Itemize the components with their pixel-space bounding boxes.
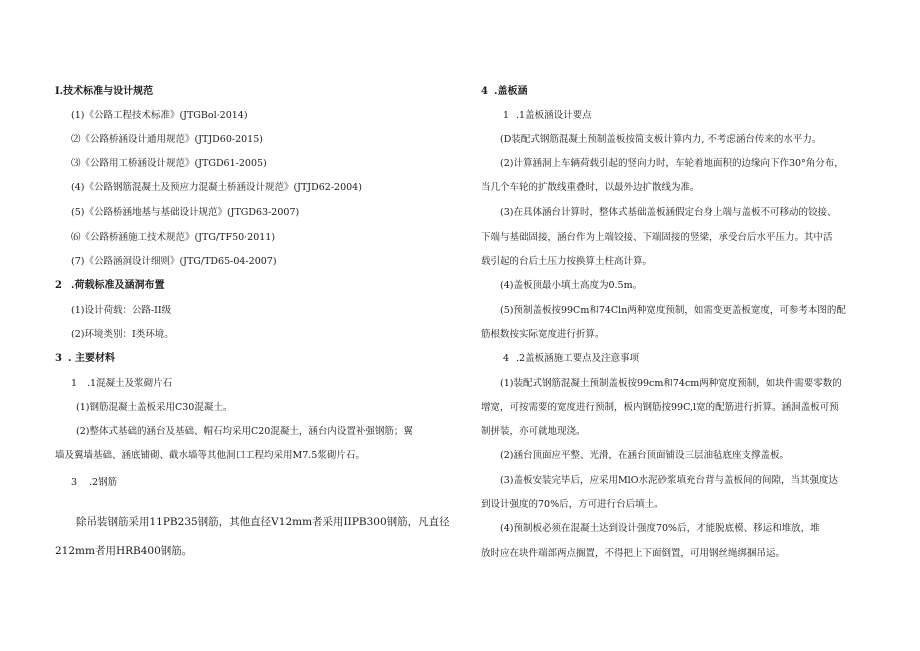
s31-title: .1混凝土及浆砌片石 xyxy=(87,378,173,389)
s42-paragraph-4b: 放时应在块件端部两点搁置，不得把上下面倒置，可用钢丝绳绑捆吊运。 xyxy=(481,548,786,559)
s31-paragraph-1: (1)钢筋混凝土盖板采用C30混凝土。 xyxy=(76,402,233,413)
s41-title: .1盖板涵设计要点 xyxy=(516,110,592,121)
s41-paragraph-3b: 下端与基础固接，涵台作为上端铰接、下端固接的竖梁，承受台后水平压力。其中活 xyxy=(481,232,833,243)
s31-paragraph-2a: (2)整体式基础的涵台及基础、帽石均采用C20混凝土，涵台内设置补强钢筋；翼 xyxy=(76,426,413,437)
s41-paragraph-3c: 载引起的台后土压力按换算土柱高计算。 xyxy=(481,256,653,267)
s2-item-1: (1)设计荷载：公路-II级 xyxy=(71,305,172,316)
s42-paragraph-1a: (1)装配式钢筋混凝土预制盖板按99cm和74cm两种宽度预制，如块件需要零数的 xyxy=(500,378,842,389)
s41-paragraph-5b: 筋根数按实际宽度进行折算。 xyxy=(481,329,605,340)
s2-item-2: (2)环境类别：I类环境。 xyxy=(71,329,174,340)
s42-number: 4 xyxy=(503,353,510,364)
s42-paragraph-4a: (4)预制板必须在混凝土达到设计强度70%后，才能脱底模、移运和堆放，堆 xyxy=(500,523,820,534)
s1-item-2: ⑵《公路桥涵设计通用规范》(JTJD60-2015) xyxy=(71,134,263,145)
s41-number: 1 xyxy=(503,110,510,121)
s1-item-5: (5)《公路桥涵地基与基础设计规范》(JTGD63-2007) xyxy=(71,207,300,218)
section-2-heading: .荷载标准及涵洞布置 xyxy=(71,280,165,291)
section-4-number: 4 xyxy=(481,86,488,97)
section-2-number: 2 xyxy=(55,280,62,291)
s1-item-1: (1)《公路工程技术标准》(JTGBol·2014) xyxy=(71,110,248,121)
section-3-number: 3 xyxy=(55,353,62,364)
s1-item-4: (4)《公路钢筋混凝土及预应力混凝土桥涵设计规范》(JTJD62-2004) xyxy=(71,182,362,193)
s32-number: 3 xyxy=(71,477,78,488)
s42-title: .2盖板涵施工要点及注意事项 xyxy=(516,353,640,364)
s32-title: .2钢筋 xyxy=(89,477,118,488)
s31-number: 1 xyxy=(71,378,78,389)
s42-paragraph-3a: (3)盖板安装完毕后，应采用MlO水泥砂浆填充台背与盖板间的间隙，当其强度达 xyxy=(500,475,839,486)
s1-item-3: ⑶《公路用工桥涵设计规范》(JTGD61-2005) xyxy=(71,158,267,169)
section-3-heading: . 主要材料 xyxy=(68,353,115,364)
s42-paragraph-2: (2)涵台顶面应平整、光滑，在涵台顶面铺设三层油毡底座支撑盖板。 xyxy=(500,450,789,461)
s1-item-6: ⑹《公路桥涵施工技术规范》(JTG/TF50·2011) xyxy=(71,232,276,243)
s41-paragraph-1: (D装配式钢筋混凝土预制盖板按简支板计算内力, 不考虑涵台传来的水平力。 xyxy=(500,134,822,145)
section-4-heading: .盖板涵 xyxy=(494,86,528,97)
s42-paragraph-1b: 增宽，可按需要的宽度进行预制，板内钢筋按99C,l宽的配筋进行折算。涵洞盖板可预 xyxy=(481,402,839,413)
s31-paragraph-2b: 墙及翼墙基础、涵底铺砌、截水墙等其他洞口工程均采用M7.5浆砌片石。 xyxy=(55,450,365,461)
s41-paragraph-5a: (5)预制盖板按99Cm和74Cln两种宽度预制，如需变更盖板宽度，可参考本图的配 xyxy=(500,305,846,316)
s41-paragraph-2a: (2)计算涵洞上车辆荷载引起的竖向力时，车轮着地面积的边缘向下作30°角分布， xyxy=(500,158,844,169)
s1-item-7: (7)《公路涵洞设计细则》(JTG/TD65-04-2007) xyxy=(71,256,277,267)
s41-paragraph-3a: (3)在具体涵台计算时，整体式基础盖板涵假定台身上端与盖板不可移动的铰接、 xyxy=(500,207,837,218)
s32-paragraph-b: 212mm者用HRB400钢筋。 xyxy=(55,545,193,557)
s42-paragraph-3b: 到设计强度的70%后，方可进行台后填土。 xyxy=(481,499,664,510)
s42-paragraph-1c: 制拼装，亦可就地现浇。 xyxy=(481,426,586,437)
s41-paragraph-2b: 当几个车轮的扩散线重叠时，以最外边扩散线为准。 xyxy=(481,182,700,193)
s41-paragraph-4: (4)盖板顶最小填土高度为0.5m。 xyxy=(500,280,643,291)
section-1-heading: I.技术标准与设计规范 xyxy=(55,86,154,97)
s32-paragraph-a: 除吊装钢筋采用11PB235钢筋，其他直径V12mm者采用IIPB300钢筋，凡直径 xyxy=(76,516,450,528)
